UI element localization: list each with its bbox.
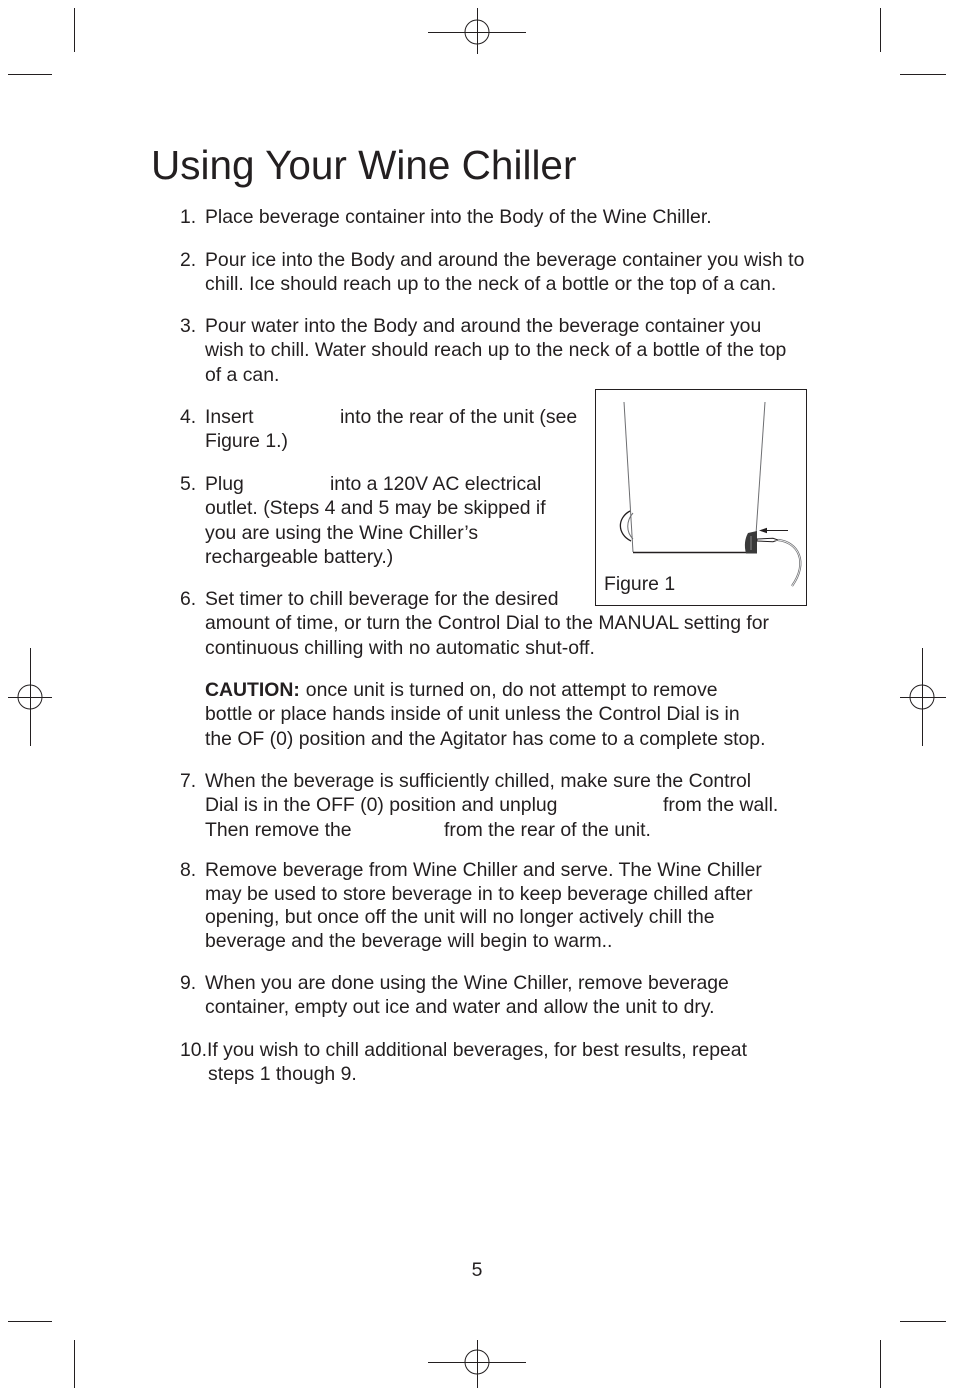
step-7-line-2-start: Dial is in the OFF (0) position and unplug [205,794,558,817]
registration-mark-bottom [428,1340,526,1388]
step-9 [180,971,729,1020]
step-number: 10. [180,1039,207,1061]
registration-mark-top [428,8,526,54]
step-5 [180,472,546,570]
step-10 [180,1038,747,1087]
step-7-line-3-end: from the rear of the unit. [444,818,651,841]
step-3-line-3: of a can. [205,363,280,386]
crop-mark-top-left [8,8,75,75]
step-8-line-1: Remove beverage from Wine Chiller and serve. The Wine Chiller [205,859,762,881]
step-9-line-1: When you are done using the Wine Chiller, remove beverage [205,972,729,994]
step-5-line-4: rechargeable battery.) [205,546,394,569]
step-7-line-2 [205,793,779,817]
step-4-line-1-end: into the rear of the unit (see [340,406,578,428]
step-10-line-1-text: If you wish to chill additional beverages, for best results, repeat [206,1039,747,1061]
caution-line-1-text: once unit is turned on, do not attempt to remove [305,679,718,701]
step-5-line-2: outlet. (Steps 4 and 5 may be skipped if [205,497,546,520]
step-number: 5. [180,473,197,495]
step-8 [180,859,762,954]
step-3-line-2: wish to chill. Water should reach up to the neck of a bottle of the top [205,339,787,362]
step-9-line-2: container, empty out ice and water and allow the unit to dry. [205,996,715,1019]
control-dial-knob [620,511,631,541]
power-cord [778,540,800,586]
step-6 [180,587,769,660]
crop-mark-bottom-left [8,1322,75,1389]
step-4-line-1 [205,405,578,429]
crop-mark-top-right [881,8,947,75]
step-6-line-1: Set timer to chill beverage for the desired [205,588,559,610]
caution-note [205,678,765,751]
step-8-line-4: beverage and the beverage will begin to warm.. [205,930,613,953]
caution-line-1 [205,678,765,702]
step-number: 6. [180,588,197,610]
step-2-line-1: Pour ice into the Body and around the beverage container you wish to [205,249,805,271]
step-8-line-3: opening, but once off the unit will no longer actively chill the [205,906,715,929]
step-5-line-1-start: Plug [205,473,244,495]
step-7 [180,769,779,842]
step-number: 4. [180,406,197,428]
page-title: Using Your Wine Chiller [151,142,577,188]
step-number: 1. [180,206,197,228]
figure-1 [595,389,807,606]
caution-line-2: bottle or place hands inside of unit unless the Control Dial is in [205,703,740,726]
step-5-line-3: you are using the Wine Chiller’s [205,521,479,544]
step-7-line-3-start: Then remove the [205,818,352,841]
step-7-line-2-end: from the wall. [663,794,779,817]
step-1-line-1: Place beverage container into the Body of the Wine Chiller. [205,206,712,228]
step-10-line-2: steps 1 though 9. [208,1063,357,1086]
caution-line-3: the OF (0) position and the Agitator has come to a complete stop. [205,727,766,750]
step-3-line-1: Pour water into the Body and around the beverage container you [205,315,762,337]
step-10-line-1 [180,1038,747,1062]
crop-mark-bottom-right [881,1322,947,1389]
step-4-line-2: Figure 1.) [205,430,288,453]
chiller-body-right-side [756,402,765,534]
registration-mark-right [900,648,946,746]
caution-label: CAUTION: [205,679,300,701]
step-number: 7. [180,770,197,792]
step-4 [180,405,578,454]
registration-mark-left [8,648,52,746]
page-number: 5 [471,1259,483,1281]
step-6-line-2: amount of time, or turn the Control Dial to the MANUAL setting for [205,612,770,635]
step-4-line-1-start: Insert [205,406,254,428]
step-7-line-3 [205,818,751,842]
step-2 [180,248,804,297]
step-7-line-1: When the beverage is sufficiently chilled, make sure the Control [205,770,752,792]
power-plug [757,538,778,541]
step-number: 3. [180,315,197,337]
pointer-arrow-head [759,528,767,533]
figure-caption: Figure 1 [604,573,676,595]
step-8-line-2: may be used to store beverage in to keep beverage chilled after [205,882,753,905]
step-number: 2. [180,249,197,271]
step-1 [180,205,712,229]
step-5-line-1-end: into a 120V AC electrical [330,473,542,495]
step-2-line-2: chill. Ice should reach up to the neck of a bottle or the top of a can. [205,273,777,296]
step-number: 9. [180,972,197,994]
step-5-line-1 [205,472,546,496]
step-number: 8. [180,859,197,881]
step-3 [180,314,786,387]
step-6-line-3: continuous chilling with no automatic shut-off. [205,636,595,659]
